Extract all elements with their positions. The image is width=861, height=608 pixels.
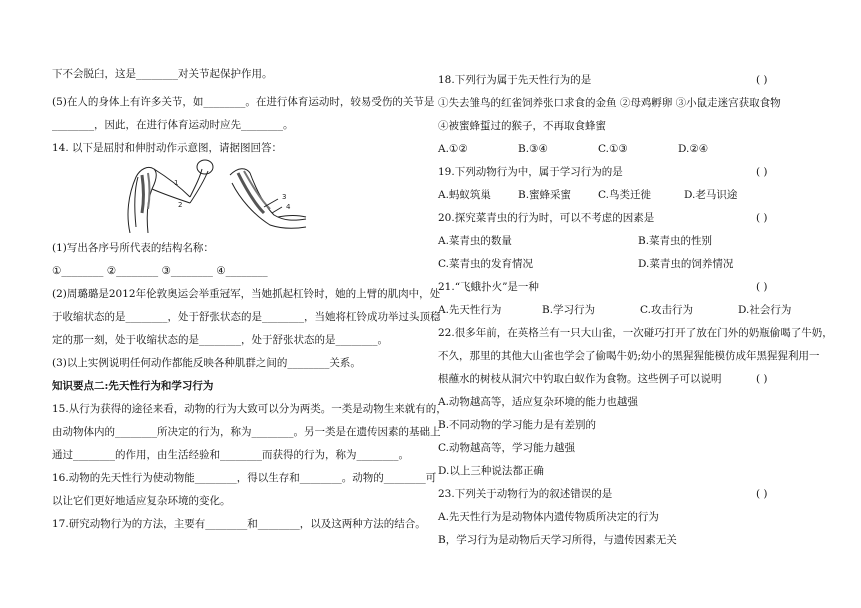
- option-a: A.①②: [438, 143, 468, 155]
- text-line: (5)在人的身体上有许多关节，如________。在进行体育运动时，较易受伤的关节是: [52, 96, 435, 108]
- question-14-part2: (2)周璐璐是2012年伦敦奥运会举重冠军，当她抓起杠铃时，她的上臂的肌肉中，处: [52, 288, 441, 300]
- arm-flexion-extension-diagram: [78, 155, 308, 233]
- answer-parentheses: ( ): [756, 488, 768, 500]
- option-a: A.先天性行为是动物体内遗传物质所决定的行为: [438, 511, 659, 523]
- question-23: 23.下列关于动物行为的叙述错误的是: [438, 488, 613, 500]
- diagram-label: 1: [174, 179, 179, 187]
- question-21: 21.“飞蛾扑火”是一种: [438, 281, 539, 293]
- option-b: B.蜜蜂采蜜: [518, 189, 572, 201]
- option-a: A.先天性行为: [438, 304, 502, 316]
- option-a: A.菜青虫的数量: [438, 235, 512, 247]
- question-18-options: ④被蜜蜂蜇过的猴子，不再取食蜂蜜: [438, 120, 606, 132]
- question-14-part1: (1)写出各序号所代表的结构名称：: [52, 242, 214, 254]
- text-line: 于收缩状态的是________，处于舒张状态的是________，当她将杠铃成功举过头顶稳: [52, 311, 441, 323]
- option-d: D.菜青虫的饲养情况: [638, 258, 734, 270]
- question-14-blanks: ①________ ②________ ③________ ④________: [52, 265, 268, 277]
- question-17: 17.研究动物行为的方法，主要有________和________，以及这两种方法的结合。: [52, 518, 426, 530]
- option-c: C.攻击行为: [640, 304, 693, 316]
- question-16: 16.动物的先天性行为使动物能________，得以生存和________。动物的________可: [52, 472, 437, 484]
- option-b: B.菜青虫的性别: [638, 235, 713, 247]
- option-b: B.不同动物的学习能力是有差别的: [438, 419, 597, 431]
- text-line: 以让它们更好地适应复杂环境的变化。: [52, 495, 231, 507]
- text-line: 定的那一刻，处于收缩状态的是________，处于舒张状态的是________。: [52, 334, 388, 346]
- question-14: 14. 以下是屈肘和伸肘动作示意图，请据图回答：: [52, 142, 283, 154]
- option-d: D.②④: [678, 143, 709, 155]
- question-22: 22.很多年前，在英格兰有一只大山雀，一次碰巧打开了放在门外的奶瓶偷喝了牛奶，: [438, 327, 833, 339]
- option-d: D.社会行为: [738, 304, 792, 316]
- diagram-label: 4: [286, 203, 291, 211]
- answer-parentheses: ( ): [756, 74, 768, 86]
- text-line: 由动物体内的________所决定的行为，称为________。另一类是在遗传因素的基础上: [52, 426, 441, 438]
- option-d: D.老马识途: [684, 189, 738, 201]
- diagram-label: 2: [178, 201, 183, 209]
- question-18-options: ①失去雏鸟的红雀饲养张口求食的金鱼 ②母鸡孵卵 ③小鼠走迷宫获取食物: [438, 97, 781, 109]
- option-c: C.鸟类迁徙: [598, 189, 651, 201]
- question-18: 18.下列行为属于先天性行为的是: [438, 74, 592, 86]
- text-line: 下不会脱臼，这是________对关节起保护作用。: [52, 68, 273, 80]
- option-c: C.①③: [598, 143, 628, 155]
- answer-parentheses: ( ): [756, 281, 768, 293]
- text-line: 根蘸水的树枝从洞穴中钓取白蚁作为食物。这些例子可以说明: [438, 373, 722, 385]
- answer-parentheses: ( ): [756, 373, 768, 385]
- option-a: A.动物越高等，适应复杂环境的能力也越强: [438, 396, 638, 408]
- option-a: A.蚂蚁筑巢: [438, 189, 491, 201]
- option-c: C.菜青虫的发育情况: [438, 258, 533, 270]
- option-b: B.③④: [518, 143, 548, 155]
- question-20: 20.探究菜青虫的行为时，可以不考虑的因素是: [438, 212, 655, 224]
- answer-parentheses: ( ): [756, 166, 768, 178]
- text-line: ________，因此，在进行体育运动时应先________。: [52, 119, 294, 131]
- question-19: 19.下列动物行为中，属于学习行为的是: [438, 166, 623, 178]
- option-b: B.学习行为: [542, 304, 596, 316]
- text-line: 通过________的作用，由生活经验和________而获得的行为，称为________。: [52, 449, 409, 461]
- text-line: 不久，那里的其他大山雀也学会了偷喝牛奶;幼小的黑猩猩能模仿成年黑猩猩利用一: [438, 350, 820, 362]
- diagram-label: 3: [282, 193, 287, 201]
- option-d: D.以上三种说法都正确: [438, 465, 544, 477]
- section-heading: 知识要点二:先天性行为和学习行为: [52, 380, 214, 392]
- question-14-part3: (3)以上实例说明任何动作都能反映各种肌群之间的________关系。: [52, 357, 361, 369]
- question-15: 15.从行为获得的途径来看，动物的行为大致可以分为两类。一类是动物生来就有的，: [52, 403, 447, 415]
- option-b: B，学习行为是动物后天学习所得，与遗传因素无关: [438, 534, 677, 546]
- answer-parentheses: ( ): [756, 212, 768, 224]
- option-c: C.动物越高等，学习能力越强: [438, 442, 575, 454]
